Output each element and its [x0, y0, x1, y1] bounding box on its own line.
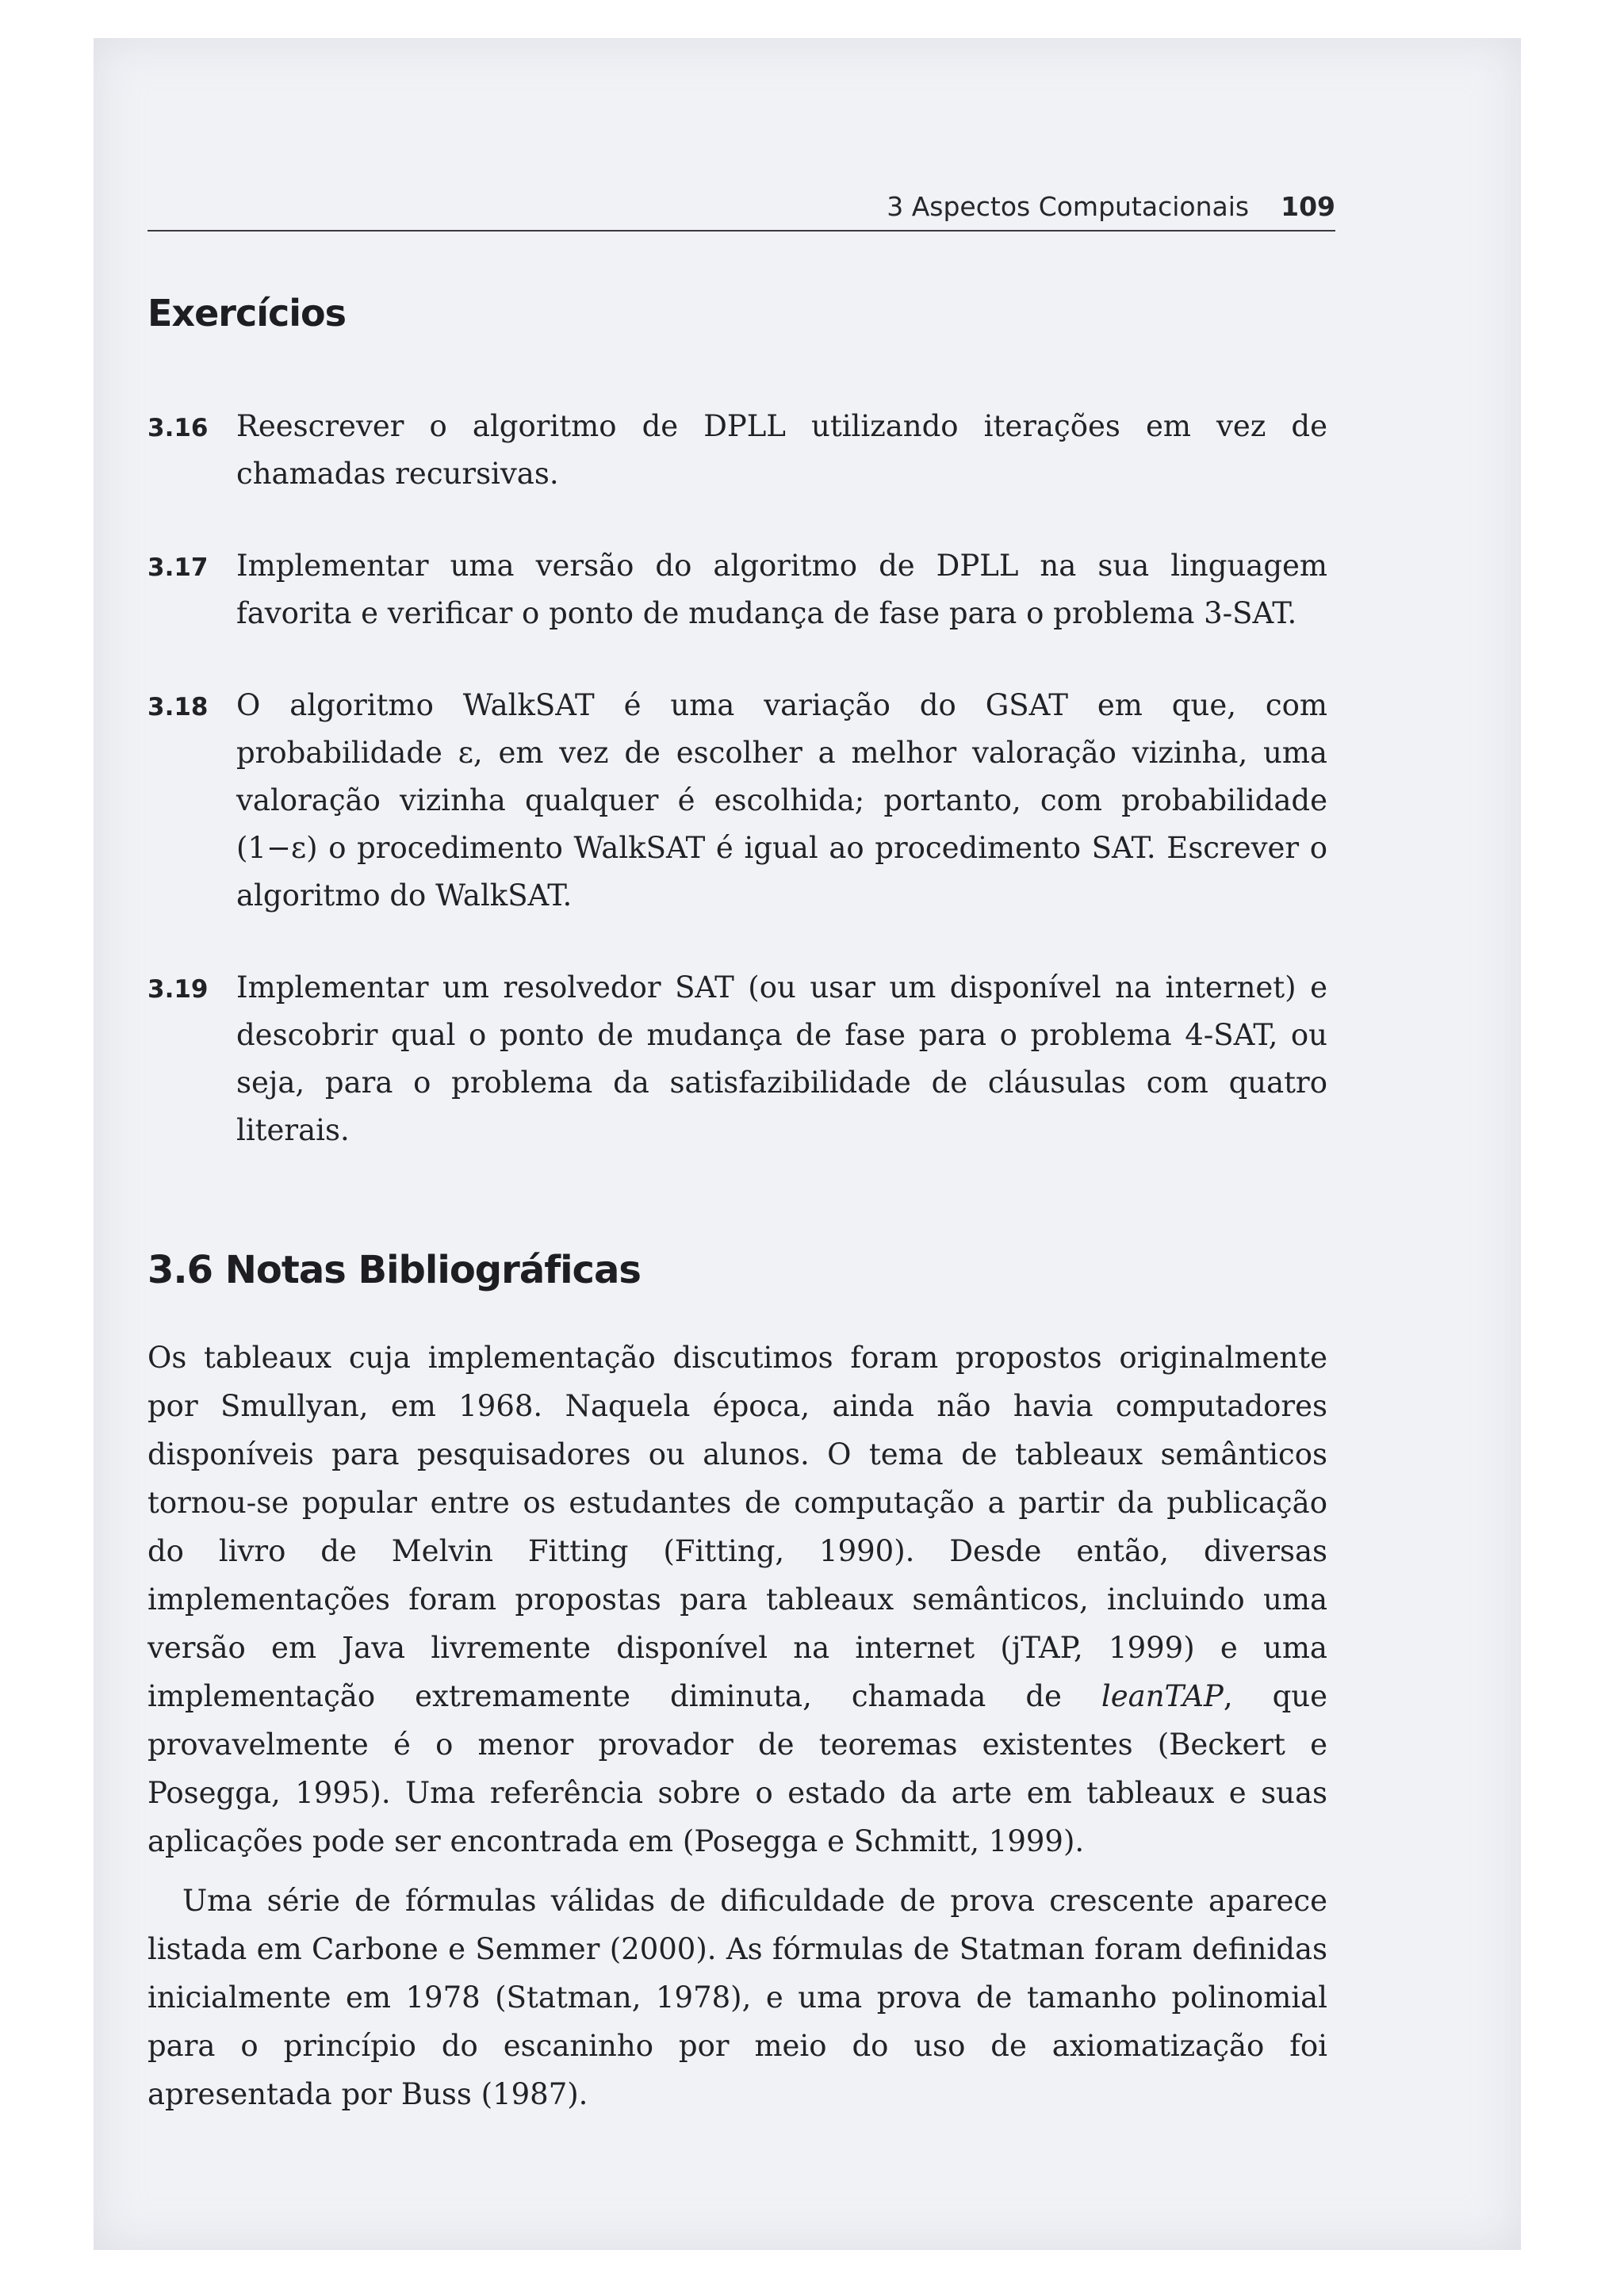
running-header-text [887, 191, 1335, 222]
section-heading: 3.6 Notas Bibliográficas [147, 1248, 641, 1292]
exercises-heading: Exercícios [147, 292, 347, 335]
exercise-number: 3.16 [147, 414, 209, 442]
exercise-item [147, 542, 1327, 637]
paragraph: Uma série de fórmulas válidas de dificuldade de prova crescente aparece listada em Carbone e Semmer (2000). As fórmulas de Statman foram definidas inicialmente em 1978 (Statman, 1978), e uma prova de tamanho polinomial para o princípio do escaninho por meio do uso de axiomatização foi apresentada por Buss (1987). [147, 1884, 1327, 2111]
paragraph-text: Os tableaux cuja implementação discutimos foram propostos originalmente por Smullyan, em 1968. Naquela época, ainda não havia computadores disponíveis para pesquisadores ou alunos. O tema de tableaux semânticos tornou-se popular entre os estudantes de computação a partir da publicação do livro de Melvin Fitting (Fitting, 1990). Desde então, diversas implementações foram propostas para tableaux semânticos, incluindo uma versão em Java livremente disponível na internet (jTAP, 1999) e uma implementação extremamente diminuta, chamada de [147, 1341, 1327, 1713]
exercise-text: Implementar uma versão do algoritmo de DPLL na sua linguagem favorita e verificar o ponto de mudança de fase para o problema 3-SAT. [236, 549, 1327, 630]
exercise-list [147, 403, 1327, 1199]
leantap-italic: leanTAP [1101, 1679, 1224, 1713]
section-body [147, 1334, 1327, 2130]
running-title: 3 Aspectos Computacionais [887, 191, 1250, 222]
exercise-item [147, 964, 1327, 1154]
exercise-number: 3.17 [147, 553, 209, 582]
exercise-text: O algoritmo WalkSAT é uma variação do GSAT em que, com probabilidade ε, em vez de escolher a melhor valoração vizinha, uma valoração vizinha qualquer é escolhida; portanto, com probabilidade (1−ε) o procedimento WalkSAT é igual ao procedimento SAT. Escrever o algoritmo do WalkSAT. [236, 688, 1327, 913]
exercise-item [147, 403, 1327, 498]
exercise-text: Implementar um resolvedor SAT (ou usar um disponível na internet) e descobrir qual o ponto de mudança de fase para o problema 4-SAT, ou seja, para o problema da satisfazibilidade de cláusulas com quatro literais. [236, 970, 1327, 1147]
exercise-number: 3.19 [147, 975, 209, 1004]
paragraph-text: , que provavelmente é o menor provador de teoremas existentes (Beckert e Posegga, 1995). Uma referência sobre o estado da arte em tableaux e suas aplicações pode ser encontrada em (Posegga e Schmitt, 1999). [147, 1679, 1327, 1858]
running-header [147, 181, 1335, 232]
page-number: 109 [1281, 191, 1335, 222]
exercise-item [147, 682, 1327, 920]
paragraph [147, 1334, 1327, 1866]
exercise-text: Reescrever o algoritmo de DPLL utilizando iterações em vez de chamadas recursivas. [236, 409, 1327, 491]
exercise-number: 3.18 [147, 693, 209, 721]
